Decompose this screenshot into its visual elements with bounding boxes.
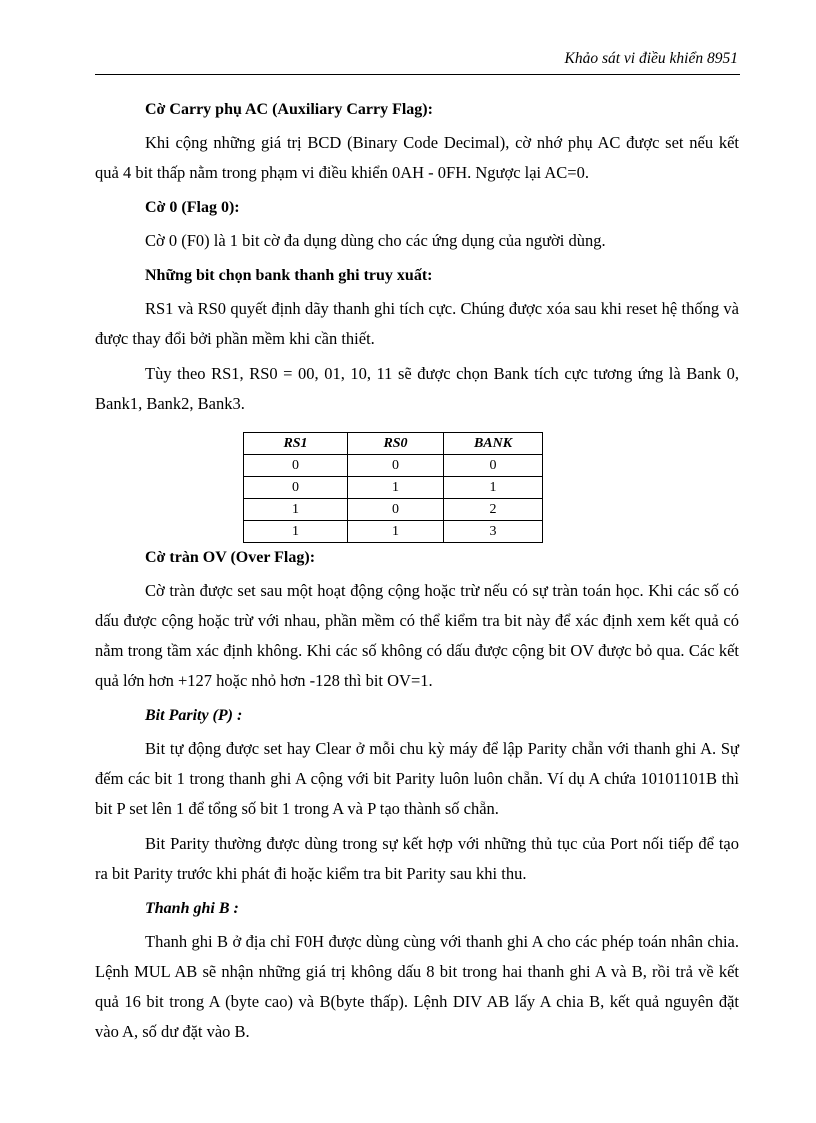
table-row bbox=[244, 499, 543, 521]
table-header-row bbox=[244, 433, 543, 455]
heading-ov-flag: Cờ tràn OV (Over Flag): bbox=[145, 549, 316, 566]
table-cell: 1 bbox=[244, 499, 348, 521]
table-header-rs1: RS1 bbox=[244, 433, 348, 455]
table-row bbox=[244, 477, 543, 499]
table-cell: 2 bbox=[444, 499, 543, 521]
heading-register-b: Thanh ghi B : bbox=[145, 900, 239, 917]
table-cell: 3 bbox=[444, 521, 543, 543]
table-row bbox=[244, 455, 543, 477]
paragraph-register-b: Thanh ghi B ở địa chỉ F0H được dùng cùng với thanh ghi A cho các phép toán nhân chia. Lệnh MUL AB sẽ nhận những giá trị không dấu 8 bit trong hai thanh ghi A và B, rồi trả về kết quả 16 bit trong A (byte cao) và B(byte thấp). Lệnh DIV AB lấy A chia B, kết quả nguyên đặt vào A, số dư đặt vào B. bbox=[95, 932, 739, 1041]
table-header-bank: BANK bbox=[444, 433, 543, 455]
bank-table bbox=[243, 432, 543, 543]
table-row bbox=[244, 521, 543, 543]
table-cell: 1 bbox=[348, 477, 444, 499]
table-cell: 0 bbox=[348, 499, 444, 521]
heading-parity: Bit Parity (P) : bbox=[145, 707, 243, 724]
header-rule bbox=[95, 74, 740, 75]
table-cell: 1 bbox=[348, 521, 444, 543]
heading-bank-select: Những bit chọn bank thanh ghi truy xuất: bbox=[145, 267, 433, 284]
table-cell: 0 bbox=[244, 455, 348, 477]
paragraph-parity-1: Bit tự động được set hay Clear ở mỗi chu kỳ máy để lập Parity chẵn với thanh ghi A. Sự đếm các bit 1 trong thanh ghi A cộng với bit Parity luôn luôn chẵn. Ví dụ A chứa 10101101B thì bit P set lên 1 để tổng số bit 1 trong A và P tạo thành số chẵn. bbox=[95, 739, 739, 818]
paragraph-parity-2: Bit Parity thường được dùng trong sự kết hợp với những thủ tục của Port nối tiếp để tạo ra bit Parity trước khi phát đi hoặc kiểm tra bit Parity sau khi thu. bbox=[95, 834, 739, 883]
paragraph-ov-flag: Cờ tràn được set sau một hoạt động cộng hoặc trừ nếu có sự tràn toán học. Khi các số có dấu được cộng hoặc trừ với nhau, phần mềm có thể kiểm tra bit này để xác định xem kết quả có nằm trong tầm xác định không. Khi các số không có dấu được cộng bit OV được bỏ qua. Các kết quả lớn hơn +127 hoặc nhỏ hơn -128 thì bit OV=1. bbox=[95, 581, 739, 690]
heading-flag0: Cờ 0 (Flag 0): bbox=[145, 199, 240, 216]
page-body bbox=[95, 95, 739, 1052]
table-cell: 0 bbox=[444, 455, 543, 477]
paragraph-ac-flag: Khi cộng những giá trị BCD (Binary Code Decimal), cờ nhớ phụ AC được set nếu kết quả 4 bit thấp nằm trong phạm vi điều khiển 0AH - 0FH. Ngược lại AC=0. bbox=[95, 133, 739, 182]
table-cell: 0 bbox=[244, 477, 348, 499]
table-cell: 1 bbox=[444, 477, 543, 499]
paragraph-bank-select-1: RS1 và RS0 quyết định dãy thanh ghi tích cực. Chúng được xóa sau khi reset hệ thống và được thay đổi bởi phần mềm khi cần thiết. bbox=[95, 299, 739, 348]
table-header-rs0: RS0 bbox=[348, 433, 444, 455]
paragraph-bank-select-2: Tùy theo RS1, RS0 = 00, 01, 10, 11 sẽ được chọn Bank tích cực tương ứng là Bank 0, Bank1, Bank2, Bank3. bbox=[95, 364, 739, 413]
running-header: Khảo sát vi điều khiển 8951 bbox=[564, 50, 738, 67]
heading-ac-flag: Cờ Carry phụ AC (Auxiliary Carry Flag): bbox=[145, 101, 433, 118]
table-cell: 0 bbox=[348, 455, 444, 477]
paragraph-flag0: Cờ 0 (F0) là 1 bit cờ đa dụng dùng cho các ứng dụng của người dùng. bbox=[145, 231, 606, 250]
table-cell: 1 bbox=[244, 521, 348, 543]
